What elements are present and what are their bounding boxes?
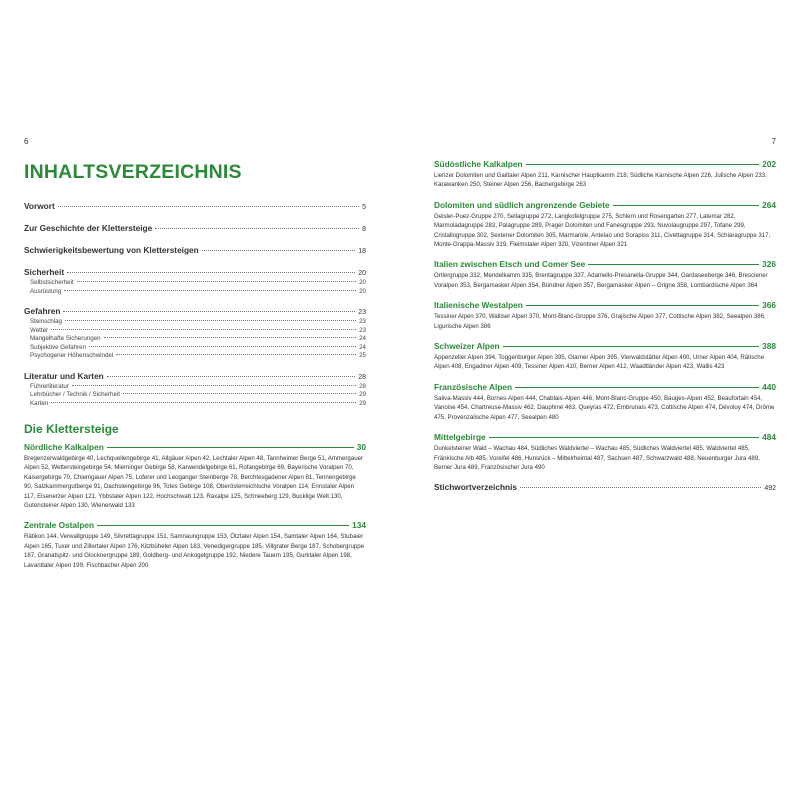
toc-group (24, 267, 366, 296)
region-entry (434, 159, 776, 190)
region-entry (24, 520, 366, 570)
dot-leader (77, 281, 356, 282)
toc-entry-page: 8 (362, 226, 366, 233)
toc-entry-label: Mittelgebirge (434, 432, 486, 443)
toc-entry-page: 5 (362, 204, 366, 211)
toc-entry-page: 23 (359, 326, 366, 334)
toc-subentry[interactable] (24, 279, 366, 288)
toc-entry-label: Führerliteratur (30, 382, 69, 390)
dot-leader (104, 337, 357, 338)
toc-entry-page: 24 (359, 343, 366, 351)
toc-entry-index[interactable] (434, 482, 776, 494)
toc-entry-page: 440 (762, 381, 776, 392)
region-heading[interactable] (24, 520, 366, 531)
toc-entry[interactable] (24, 306, 366, 318)
dot-leader (67, 272, 355, 273)
dot-leader (202, 250, 355, 251)
toc-entry-page: 30 (356, 442, 366, 452)
toc-entry-page: 388 (762, 341, 776, 352)
toc-entry-page: 29 (359, 399, 366, 407)
toc-entry-label: Sicherheit (24, 267, 65, 277)
toc-entry-page: 492 (764, 485, 776, 493)
toc-entry-page: 366 (762, 300, 776, 311)
toc-entry-page: 202 (762, 159, 776, 169)
region-description: Appenzeller Alpen 394, Toggenburger Alpen 395, Glarner Alpen 395, Vierwaldstätter Alpen 400, Urner Alpen 404, Rätische Alpen 408, Engadiner Alpen 409, Tessiner Alpen 410, Berner Alpen 412, Waadtländer Alpen 423, Wallis 423 (434, 354, 765, 371)
toc-list (24, 201, 366, 408)
region-description: Rätikon 144, Verwallgruppe 149, Silvrettagruppe 151, Samnaungruppe 153, Ötztaler Alpen 154, Samtaler Alpen 164, Stubaier Alpen 165, Tuxer und Zillertaler Alpen 176, Kitzbüheler Alpen 183, Venedigergruppe 185, Villgrater Berge 187, Schobergruppe 187, Granatspitz- und Glocknergruppe 189, Goldberg- und Ankogelgruppe 192, Niedere Tauern 195, Gurktaler Alpen 198, Lavanttaler Alpen 199, Fischbacher Alpen 200 (24, 533, 365, 569)
toc-entry-label: Zentrale Ostalpen (24, 520, 95, 531)
toc-group (24, 223, 366, 235)
toc-entry-label: Französische Alpen (434, 381, 513, 392)
toc-entry-label: Vorwort (24, 201, 55, 211)
toc-entry-page: 484 (762, 432, 776, 443)
region-heading[interactable] (434, 159, 776, 170)
dot-leader (72, 385, 356, 386)
toc-subentry[interactable] (24, 383, 366, 392)
toc-entry-page: 20 (358, 270, 366, 277)
region-entry (434, 341, 776, 372)
toc-entry[interactable] (24, 371, 366, 383)
dot-leader (107, 447, 354, 448)
toc-entry-label: Nördliche Kalkalpen (24, 442, 104, 452)
region-list-right (434, 159, 776, 472)
page-number-left: 6 (24, 137, 29, 146)
page-title: INHALTSVERZEICHNIS (24, 161, 242, 183)
toc-entry-page: 25 (359, 352, 366, 359)
toc-entry-label: Literatur und Karten (24, 370, 104, 381)
dot-leader (489, 437, 760, 438)
dot-leader (64, 290, 356, 291)
toc-entry-page: 326 (762, 259, 776, 270)
toc-entry-page: 134 (352, 520, 366, 531)
region-heading[interactable] (434, 200, 776, 211)
region-list-left (24, 442, 366, 570)
toc-entry[interactable] (24, 201, 366, 213)
dot-leader (515, 387, 759, 388)
region-entry (434, 259, 776, 290)
toc-entry-page: 264 (762, 199, 776, 210)
dot-leader (503, 346, 760, 347)
region-entry (434, 300, 776, 331)
toc-entry[interactable] (24, 267, 366, 279)
dot-leader (588, 264, 759, 265)
page-number-right: 7 (771, 137, 776, 146)
toc-entry[interactable] (24, 245, 366, 257)
toc-entry-page: 20 (359, 287, 366, 295)
toc-subentry[interactable] (24, 288, 366, 297)
dot-leader (123, 393, 356, 394)
region-heading[interactable] (434, 300, 776, 311)
toc-group (24, 201, 366, 213)
region-heading[interactable] (434, 432, 776, 443)
toc-subentry[interactable] (24, 327, 366, 336)
region-heading[interactable] (434, 341, 776, 352)
toc-entry-label: Karten (30, 399, 49, 407)
toc-entry-page: 23 (359, 318, 366, 325)
section-title: Die Klettersteige (24, 422, 119, 436)
toc-entry-label: Mangelhafte Sicherungen (30, 335, 101, 342)
toc-entry-label: Dolomiten und südlich angrenzende Gebiete (434, 199, 610, 210)
dot-leader (116, 354, 356, 355)
toc-subentry[interactable] (24, 391, 366, 400)
dot-leader (613, 205, 760, 206)
toc-entry-label: Schweizer Alpen (434, 341, 500, 352)
toc-group (24, 371, 366, 409)
toc-subentry[interactable] (24, 318, 366, 327)
toc-entry-page: 28 (359, 382, 366, 390)
right-page (400, 0, 800, 800)
dot-leader (65, 320, 356, 321)
region-entry (434, 382, 776, 422)
toc-entry-label: Stichwortverzeichnis (434, 482, 517, 493)
dot-leader (526, 164, 760, 165)
dot-leader (97, 525, 349, 526)
toc-subentry[interactable] (24, 335, 366, 344)
dot-leader (107, 376, 355, 377)
region-entry (434, 432, 776, 472)
toc-entry-label: Südöstliche Kalkalpen (434, 159, 523, 169)
toc-entry-label: Gefahren (24, 306, 61, 316)
dot-leader (63, 311, 355, 312)
toc-subentry[interactable] (24, 352, 366, 361)
region-heading[interactable] (434, 382, 776, 393)
region-description: Dunkelsteiner Wald – Wachau 484, Südliches Waldviertel – Wachau 485, Südliches Waldviertel 485, Waldviertel 485, Fränkische Alb 485, Voreifel 486, Hunsrück – Mittelrheintal 487, Sachsen 487, Schwarzwald 488, Neuenburger Jura 489, Berner Jura 489, Französischer Jura 490 (434, 445, 760, 471)
toc-entry-label: Schwierigkeitsbewertung von Klettersteigen (24, 245, 199, 255)
toc-group (24, 245, 366, 257)
region-description: Lienzer Dolomiten und Gailtaler Alpen 211, Karnischer Hauptkamm 218, Südliche Karnische Alpen 226, Julische Alpen 233, Karawanken 250, Steiner Alpen 256, Bachergebirge 263 (434, 172, 767, 189)
toc-entry-label: Italien zwischen Etsch und Comer See (434, 259, 586, 270)
toc-entry-page: 18 (358, 248, 366, 255)
toc-entry-label: Wetter (30, 326, 49, 334)
toc-subentry[interactable] (24, 400, 366, 409)
toc-entry-page: 24 (359, 335, 366, 342)
toc-entry[interactable] (24, 223, 366, 235)
toc-subentry[interactable] (24, 344, 366, 353)
region-heading[interactable] (24, 442, 366, 453)
region-heading[interactable] (434, 259, 776, 270)
dot-leader (155, 228, 359, 229)
region-description: Saliva-Massiv 444, Bornes-Alpen 444, Chablais-Alpen 446, Mont-Blanc-Gruppe 450, Bauges-Alpen 452, Beaufortain 454, Vanoise 454, Chartreuse-Massiv 462, Dauphiné 463, Queyras 472, Embrunais 473, Cottische Alpen 474, Dévoluy 474, Drôme 475, Provenzalische Alpen 477, Seealpen 480 (434, 394, 775, 421)
toc-entry-label: Zur Geschichte der Klettersteige (24, 223, 153, 233)
region-description: Tessiner Alpen 370, Walliser Alpen 370, Mont-Blanc-Gruppe 376, Grajische Alpen 377, Cottische Alpen 382, Seealpen 386, Ligurische Alpen 386 (434, 313, 766, 330)
dot-leader (58, 206, 359, 207)
region-description: Bregenzerwaldgebirge 40, Lechquellengebirge 41, Allgäuer Alpen 42, Lechtaler Alpen 48, Tannheimer Berge 51, Ammergauer Alpen 52, Wettersteingebirge 54, Mieminger Gebirge 58, Karwendelgebirge 61, Rofangebirge 69, Bayerische Voralpen 70, Kaisergebirge 70, Chiemgauer Alpen 75, Loferer und Leoganger Steinberge 78, Berchtesgadener Alpen 81, Tennengebirge 90, Salzkammergutberge 91, Dachsteingebirge 96, Totes Gebirge 108, Oberösterreichische Voralpen 114, Ennstaler Alpen 117, Eisenerzer Alpen 121, Ybbstaler Alpen 122, Hochschwab 123, Raxalpe 125, Schneeberg 129, Bucklige Welt 130, Gutensteiner Alpen 130, Wienerwald 133 (24, 455, 363, 510)
dot-leader (51, 402, 356, 403)
region-description: Ortlergruppe 332, Mendelkamm 335, Brentagruppe 337, Adamello-Presanella-Gruppe 344, Gardaseeberge 346, Bresciener Voralpen 353, Bergamasker Alpen 354, Bündner Alpen 357, Bergamasker Alpen – Grigne 358, Lombardische Alpen 364 (434, 272, 768, 289)
region-description: Geisler-Puez-Gruppe 270, Sellagruppe 272, Langkofelgruppe 275, Schlern und Rosengarten 277, Latemar 282, Marmoladagruppe 283, Palagruppe 289, Prager Dolomiten und Fanesgruppe 293, Nuvolaugruppe 297, Tofane 299, Cristallogruppe 302, Sextener Dolomiten 305, Marmarole, Antelao und Sorapiss 311, Civettagruppe 314, Schiaragruppe 317, Monte-Grappa-Massiv 319, Fleimstaler Alpen 320, Vizentiner Alpen 321 (434, 212, 771, 249)
dot-leader (526, 305, 759, 306)
dot-leader (520, 487, 761, 488)
toc-entry-page: 20 (359, 279, 366, 286)
toc-entry-label: Italienische Westalpen (434, 300, 523, 311)
toc-entry-page: 29 (359, 391, 366, 398)
toc-entry-label: Ausrüstung (30, 287, 62, 295)
right-column (434, 159, 776, 494)
toc-entry-label: Selbstsicherheit (30, 279, 74, 286)
toc-entry-label: Steinschlag (30, 318, 62, 325)
dot-leader (51, 329, 356, 330)
dot-leader (89, 346, 356, 347)
region-entry (24, 442, 366, 510)
toc-entry-page: 23 (358, 309, 366, 316)
toc-entry-label: Lehrbücher / Technik / Sicherheit (30, 391, 120, 398)
toc-group (24, 306, 366, 361)
left-column (24, 160, 366, 580)
toc-entry-label: Psychogener Höhenschwindel (30, 352, 114, 359)
toc-entry-page: 28 (358, 373, 366, 381)
toc-entry-label: Subjektive Gefahren (30, 343, 87, 351)
region-entry (434, 200, 776, 250)
